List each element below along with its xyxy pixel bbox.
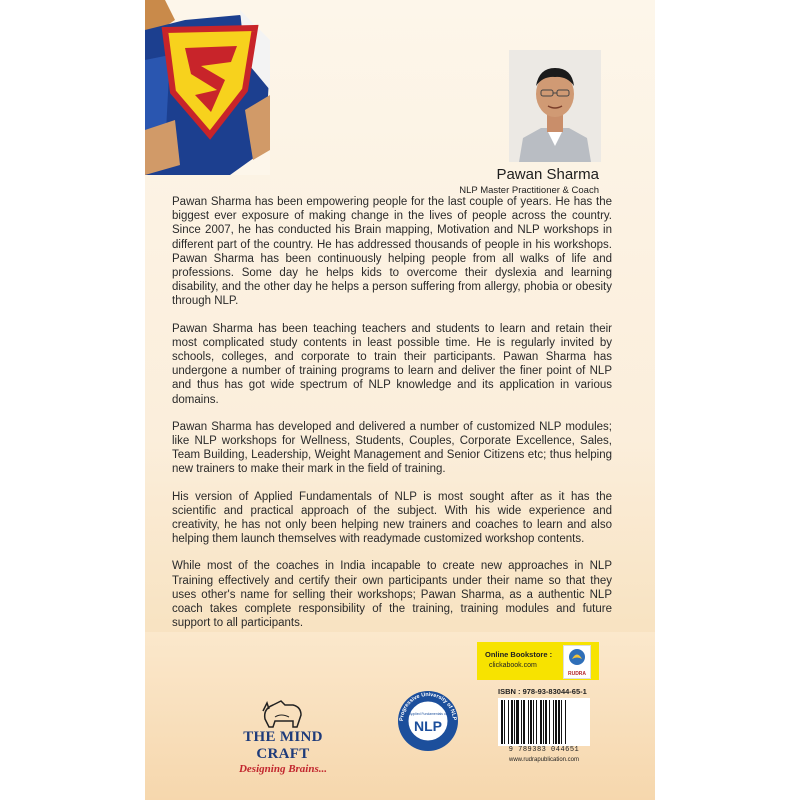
bio-paragraph: While most of the coaches in India incapable to create new approaches in NLP Training effectively and certify their own participants under their name so that they uses other's name for selling their workshops; Pawan Sharma, as a authentic NLP coach takes complete responsibility of the training, training modules and future support to all participants. <box>172 560 612 630</box>
bio-paragraph: Pawan Sharma has developed and delivered a number of customized NLP modules; like NLP workshops for Wellness, Students, Couples, Corporate Excellence, Sales, Team Building, Leadership, Weight Management and Senior Citizens etc; thus helping new trainers to make their mark in the field of training. <box>172 420 612 476</box>
bio-paragraph: His version of Applied Fundamentals of NLP is most sought after as it has the scientific and practical approach of the subject. With his wide experience and creativity, he has not only been helping new trainers and coaches to learn and also helping them launch themselves with readymade customized workshop contents. <box>172 490 612 546</box>
author-photo <box>509 50 601 162</box>
store-url: clickabook.com <box>489 662 537 669</box>
seal-nlp-text: NLP <box>414 718 442 734</box>
online-bookstore-box <box>477 642 599 680</box>
mind-craft-logo <box>223 695 343 775</box>
rhino-icon <box>261 695 305 729</box>
author-name: Pawan Sharma <box>496 166 599 183</box>
seal-sub-text: Applied Fundamentals of <box>409 712 447 716</box>
superhero-emblem-image <box>145 0 270 175</box>
store-label: Online Bookstore : <box>485 650 553 659</box>
isbn-barcode <box>498 698 590 746</box>
bio-paragraph: Pawan Sharma has been teaching teachers and students to learn and retain their most complicated study contents in least possible time. He is regularly invited by schools, colleges, and corporate to train their participants. Pawan Sharma has undergone a number of training programs to learn and deliver the finer point of NLP and thus has got wide spectrum of NLP knowledge and its application in various domains. <box>172 322 612 406</box>
seal-ring-text: Progressive University of NLP <box>398 691 458 722</box>
publisher-website: www.rudrapublication.com <box>508 757 580 763</box>
barcode-number: 9 789383 044651 <box>508 746 580 754</box>
mind-craft-tagline: Designing Brains... <box>238 763 328 775</box>
bio-paragraph: Pawan Sharma has been empowering people for the last couple of years. He has the biggest ever exposure of making change in the lives of people across the country. Since 2007, he has conducted his Brain mapping, Motivation and NLP workshops in different part of the country. He has addressed thousands of people in his workshops. Pawan Sharma has been continuously helping people from all walks of life and professions. Some day he helps kids to overcome their dyslexia and learning disability, and the other day he helps a person suffering from allergy, phobia or obesity through NLP. <box>172 196 612 308</box>
book-back-cover <box>145 0 655 800</box>
isbn-label: ISBN : 978-93-83044-65-1 <box>498 687 587 696</box>
mind-craft-title: THE MIND CRAFT <box>243 729 323 762</box>
rudra-publisher-logo <box>563 645 591 679</box>
rudra-text: RUDRA <box>567 671 587 677</box>
lotus-icon <box>564 646 590 668</box>
nlp-university-seal <box>397 690 459 752</box>
author-bio <box>172 195 612 643</box>
author-title: NLP Master Practitioner & Coach <box>459 185 599 196</box>
